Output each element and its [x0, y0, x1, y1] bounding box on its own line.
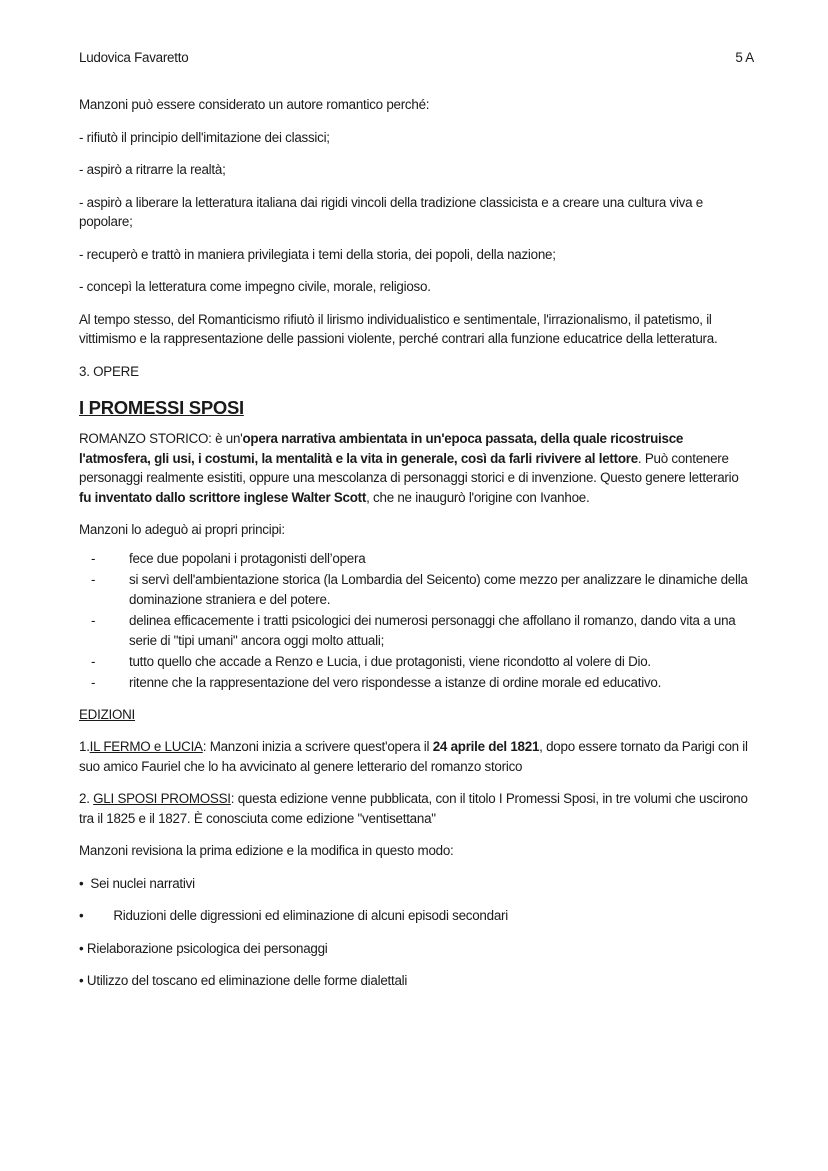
text: , dopo essere tornato da Parigi con il suo amico Fauriel che lo ha avvicinato al genere letterario del romanzo storico: [79, 739, 748, 774]
text: : questa edizione venne pubblicata, con il titolo I Promessi Sposi, in tre volumi che uscirono tra il 1825 e il 1827. È conosciuta come edizione "ventisettana": [79, 791, 748, 826]
romanzo-paragraph: [79, 429, 754, 507]
edition-name: GLI SPOSI PROMOSSI: [93, 791, 231, 806]
bullet-icon: •: [79, 973, 87, 988]
edizioni-heading: [79, 705, 754, 725]
reason-item: - concepì la letteratura come impegno civile, morale, religioso.: [79, 279, 431, 294]
list-item: - fece due popolani i protagonisti dell’opera: [79, 549, 754, 569]
reason-item: - aspirò a liberare la letteratura italiana dai rigidi vincoli della tradizione classicista e a creare una cultura viva e popolare;: [79, 194, 703, 229]
bullet-icon: •: [79, 875, 91, 891]
reason-item: - aspirò a ritrarre la realtà;: [79, 162, 226, 177]
revision-item: [79, 874, 754, 894]
revision-intro: Manzoni revisiona la prima edizione e la modifica in questo modo:: [79, 843, 454, 858]
reason-item: - rifiutò il principio dell'imitazione dei classici;: [79, 129, 330, 145]
revision-item: [79, 939, 754, 959]
adapt-list: [79, 549, 754, 693]
reason-item: - recuperò e trattò in maniera privilegiata i temi della storia, dei popoli, della nazione;: [79, 246, 556, 262]
list-item: - ritenne che la rappresentazione del vero rispondesse a istanze di ordine morale ed educativo.: [79, 673, 754, 693]
bullet-icon: •: [79, 908, 98, 923]
intro-text: Manzoni può essere considerato un autore romantico perché:: [79, 97, 430, 112]
heading-text: EDIZIONI: [79, 706, 136, 722]
list-item: - tutto quello che accade a Renzo e Lucia, i due protagonisti, viene ricondotto al volere di Dio.: [79, 652, 754, 672]
page-header: [79, 50, 754, 65]
author-name: Ludovica Favaretto: [79, 50, 189, 65]
list-item: - si servì dell'ambientazione storica (la Lombardia del Seicento) come mezzo per analizzare le dinamiche della dominazione straniera e del potere.: [79, 570, 754, 610]
text: , che ne inaugurò l'origine con Ivanhoe.: [366, 489, 590, 505]
document-title: I PROMESSI SPOSI: [79, 397, 244, 418]
text: : Manzoni inizia a scrivere quest'opera il: [202, 739, 433, 754]
edition-2: [79, 789, 754, 828]
revision-item: [79, 906, 754, 926]
text: Utilizzo del toscano ed eliminazione delle forme dialettali: [86, 973, 408, 988]
revision-item: [79, 971, 754, 991]
text: 2.: [79, 791, 94, 806]
bullet-icon: •: [79, 940, 87, 956]
text: ROMANZO STORICO: è un': [79, 431, 243, 446]
section-heading: 3. OPERE: [79, 363, 139, 379]
edition-1: [79, 737, 754, 776]
document-page: [79, 50, 754, 1004]
adapt-intro: Manzoni lo adeguò ai propri principi:: [79, 522, 285, 537]
class-label: 5 A: [735, 50, 754, 65]
list-item: - delinea efficacemente i tratti psicologici dei numerosi personaggi che affollano il romanzo, dando vita a una serie di "tipi umani" ancora oggi molto attuali;: [79, 611, 754, 651]
text: 1.: [79, 739, 90, 754]
text: Rielaborazione psicologica dei personaggi: [86, 940, 328, 956]
bold-text: fu inventato dallo scrittore inglese Walter Scott: [79, 489, 367, 505]
text: Sei nuclei narrativi: [90, 875, 195, 891]
bold-text: 24 aprile del 1821: [432, 739, 540, 754]
text: Riduzioni delle digressioni ed eliminazione di alcuni episodi secondari: [113, 908, 508, 923]
edition-name: IL FERMO e LUCIA: [89, 739, 203, 754]
bold-text: opera narrativa ambientata in un'epoca passata, della quale ricostruisce l'atmosfera, gli usi, i costumi, la mentalità e la vita in generale, così da farli rivivere al lettore: [79, 431, 684, 466]
text: . Può contenere personaggi realmente esistiti, oppure una mescolanza di personaggi storici e di invenzione. Questo genere letterario: [79, 450, 739, 485]
rejection-paragraph: Al tempo stesso, del Romanticismo rifiutò il lirismo individualistico e sentimentale, l'irrazionalismo, il patetismo, il vittimismo e la rappresentazione delle passioni violente, perché contrari alla funzione educatrice della letteratura.: [79, 311, 718, 346]
